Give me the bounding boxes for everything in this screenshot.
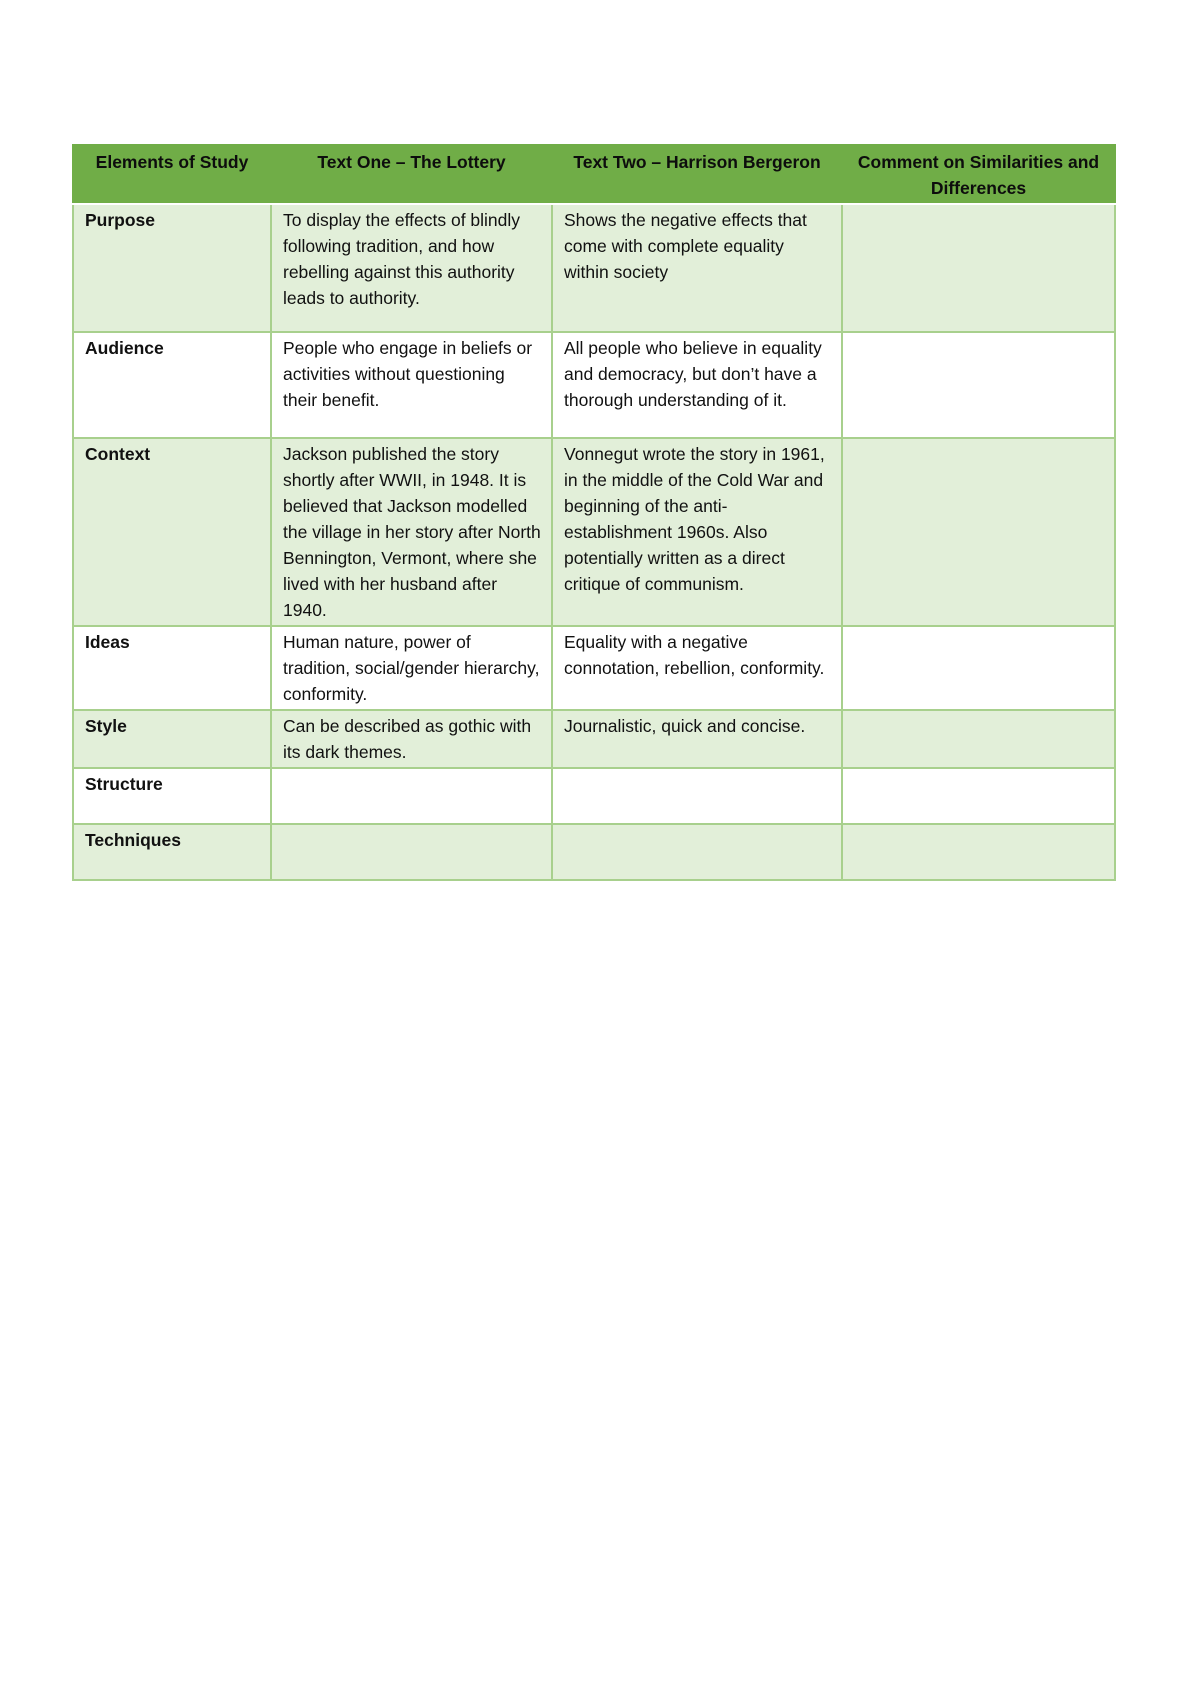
cell-comment xyxy=(842,438,1115,626)
cell-comment xyxy=(842,332,1115,438)
comparison-table xyxy=(72,144,1116,881)
table-header-row xyxy=(73,145,1115,204)
cell-text-two: Equality with a negative connotation, rebellion, conformity. xyxy=(552,626,842,710)
table-row-audience xyxy=(73,332,1115,438)
row-label: Techniques xyxy=(73,824,271,880)
header-elements-of-study: Elements of Study xyxy=(73,145,271,204)
table-row-ideas xyxy=(73,626,1115,710)
table-row-context xyxy=(73,438,1115,626)
table-row-techniques xyxy=(73,824,1115,880)
cell-comment xyxy=(842,204,1115,332)
cell-comment xyxy=(842,626,1115,710)
cell-text-one: Can be described as gothic with its dark themes. xyxy=(271,710,552,768)
cell-text-one xyxy=(271,824,552,880)
cell-text-two xyxy=(552,768,842,824)
cell-text-two: Vonnegut wrote the story in 1961, in the middle of the Cold War and beginning of the anti-establishment 1960s. Also potentially written as a direct critique of communism. xyxy=(552,438,842,626)
cell-text-one: People who engage in beliefs or activities without questioning their benefit. xyxy=(271,332,552,438)
table-row-style xyxy=(73,710,1115,768)
cell-text-one: Jackson published the story shortly after WWII, in 1948. It is believed that Jackson modelled the village in her story after North Bennington, Vermont, where she lived with her husband after 1940. xyxy=(271,438,552,626)
cell-comment xyxy=(842,710,1115,768)
header-comment: Comment on Similarities and Differences xyxy=(842,145,1115,204)
cell-text-two: All people who believe in equality and democracy, but don’t have a thorough understanding of it. xyxy=(552,332,842,438)
cell-text-one: Human nature, power of tradition, social/gender hierarchy, conformity. xyxy=(271,626,552,710)
row-label: Context xyxy=(73,438,271,626)
cell-comment xyxy=(842,824,1115,880)
row-label: Purpose xyxy=(73,204,271,332)
table-row-structure xyxy=(73,768,1115,824)
row-label: Style xyxy=(73,710,271,768)
cell-text-one: To display the effects of blindly following tradition, and how rebelling against this authority leads to authority. xyxy=(271,204,552,332)
row-label: Ideas xyxy=(73,626,271,710)
cell-text-one xyxy=(271,768,552,824)
cell-text-two: Shows the negative effects that come with complete equality within society xyxy=(552,204,842,332)
row-label: Audience xyxy=(73,332,271,438)
cell-text-two xyxy=(552,824,842,880)
table-row-purpose xyxy=(73,204,1115,332)
header-text-one: Text One – The Lottery xyxy=(271,145,552,204)
cell-comment xyxy=(842,768,1115,824)
row-label: Structure xyxy=(73,768,271,824)
header-text-two: Text Two – Harrison Bergeron xyxy=(552,145,842,204)
cell-text-two: Journalistic, quick and concise. xyxy=(552,710,842,768)
